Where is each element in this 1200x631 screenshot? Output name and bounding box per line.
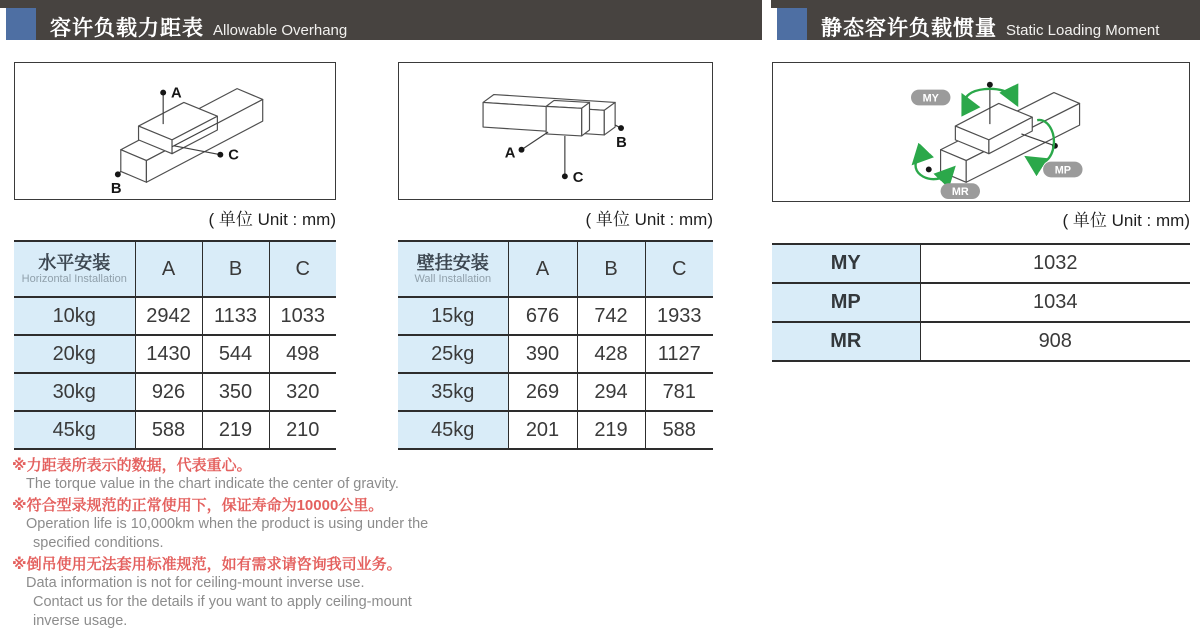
point-b-label: B <box>110 181 122 198</box>
table-header-row <box>14 241 336 297</box>
moment-sketch <box>773 63 1189 201</box>
table-cell: 350 <box>202 373 269 411</box>
mr-dot <box>926 167 932 173</box>
mp-badge-label: MP <box>1054 164 1071 177</box>
table-cell: 1133 <box>202 297 269 335</box>
table-cell: 588 <box>135 411 202 449</box>
wall-install-diagram <box>398 62 713 200</box>
table-cell: 428 <box>577 335 645 373</box>
col-header-a: A <box>135 241 202 297</box>
point-a-label: A <box>171 85 182 102</box>
table-cell: 498 <box>269 335 336 373</box>
table-cell: 1933 <box>645 297 713 335</box>
table-row <box>398 373 713 411</box>
point-c-label: C <box>572 170 584 187</box>
point-c-dot <box>217 152 223 158</box>
overhang-title-en: Allowable Overhang <box>213 22 348 39</box>
point-a-label: A <box>504 145 516 162</box>
row-label: 20kg <box>14 335 135 373</box>
note-line: Data information is not for ceiling-mount inverse use. <box>26 575 365 591</box>
note-line: specified conditions. <box>33 535 164 551</box>
table-cell: 1034 <box>920 283 1190 322</box>
point-b-dot <box>618 125 624 131</box>
table-cell: 544 <box>202 335 269 373</box>
table-row <box>772 244 1190 283</box>
table-row <box>14 411 336 449</box>
table-cell: 210 <box>269 411 336 449</box>
table-title-en: Wall Installation <box>414 272 492 285</box>
table-cell: 1127 <box>645 335 713 373</box>
unit-label: ( 单位 Unit : mm) <box>585 210 713 229</box>
note-line: Contact us for the details if you want to apply ceiling-mount <box>33 594 412 610</box>
point-a-dot <box>160 90 166 96</box>
point-c-label: C <box>228 147 239 164</box>
moment-title-en: Static Loading Moment <box>1006 22 1160 39</box>
table-row <box>14 335 336 373</box>
table-title-zh: 壁挂安装 <box>416 252 489 273</box>
table-row <box>398 411 713 449</box>
table-cell: 269 <box>508 373 577 411</box>
overhang-section-header <box>0 0 762 40</box>
moment-diagram <box>772 62 1190 202</box>
col-header-b: B <box>577 241 645 297</box>
note-line: Operation life is 10,000km when the product is using under the <box>26 516 429 532</box>
row-label: MP <box>772 283 920 322</box>
leader-a <box>522 132 549 150</box>
row-label: 45kg <box>398 411 508 449</box>
table-row <box>772 283 1190 322</box>
table-header-row <box>398 241 713 297</box>
row-label: MR <box>772 322 920 361</box>
table-cell: 1032 <box>920 244 1190 283</box>
note-line: ※力距表所表示的数据，代表重心。 <box>12 457 252 474</box>
wall-install-table <box>398 240 713 450</box>
col-header-c: C <box>645 241 713 297</box>
wall-install-sketch <box>399 63 712 199</box>
note-line: ※符合型录规范的正常使用下，保证寿命为10000公里。 <box>12 497 384 514</box>
row-label: 15kg <box>398 297 508 335</box>
note-line: The torque value in the chart indicate the center of gravity. <box>26 476 399 492</box>
unit-label: ( 单位 Unit : mm) <box>1062 211 1190 230</box>
table-cell: 1033 <box>269 297 336 335</box>
row-label: 10kg <box>14 297 135 335</box>
table-title-en: Horizontal Installation <box>21 272 127 285</box>
header-accent-square <box>777 8 807 40</box>
col-header-a: A <box>508 241 577 297</box>
table-cell: 1430 <box>135 335 202 373</box>
table-cell: 926 <box>135 373 202 411</box>
point-c-dot <box>562 173 568 179</box>
my-dot <box>987 82 993 88</box>
table-cell: 2942 <box>135 297 202 335</box>
note-line: ※倒吊使用无法套用标准规范，如有需求请咨询我司业务。 <box>12 556 402 573</box>
table-cell: 320 <box>269 373 336 411</box>
table-cell: 588 <box>645 411 713 449</box>
my-badge-label: MY <box>922 92 939 105</box>
table-cell: 390 <box>508 335 577 373</box>
table-row <box>14 297 336 335</box>
table-cell: 676 <box>508 297 577 335</box>
row-label: MY <box>772 244 920 283</box>
table-cell: 781 <box>645 373 713 411</box>
table-cell: 201 <box>508 411 577 449</box>
horizontal-install-sketch <box>15 63 335 199</box>
moment-table <box>772 243 1190 362</box>
mr-badge-label: MR <box>951 186 969 199</box>
unit-label: ( 单位 Unit : mm) <box>208 210 336 229</box>
point-b-label: B <box>616 134 627 151</box>
table-row <box>398 297 713 335</box>
table-row <box>772 322 1190 361</box>
point-b-dot <box>115 171 121 177</box>
col-header-c: C <box>269 241 336 297</box>
row-label: 30kg <box>14 373 135 411</box>
point-a-dot <box>519 147 525 153</box>
note-line: inverse usage. <box>33 613 128 629</box>
horizontal-install-table <box>14 240 336 450</box>
col-header-b: B <box>202 241 269 297</box>
table-cell: 219 <box>577 411 645 449</box>
table-title-zh: 水平安装 <box>38 252 111 273</box>
moment-section-header <box>771 0 1200 40</box>
header-accent-square <box>6 8 36 40</box>
row-label: 25kg <box>398 335 508 373</box>
table-cell: 742 <box>577 297 645 335</box>
table-cell: 294 <box>577 373 645 411</box>
overhang-title-zh: 容许负载力距表 <box>50 17 204 40</box>
table-row <box>398 335 713 373</box>
table-cell: 219 <box>202 411 269 449</box>
table-corner-cell <box>14 241 135 297</box>
footnotes <box>12 454 512 631</box>
table-cell: 908 <box>920 322 1190 361</box>
horizontal-install-diagram <box>14 62 336 200</box>
row-label: 35kg <box>398 373 508 411</box>
table-row <box>14 373 336 411</box>
moment-title-zh: 静态容许负载惯量 <box>821 17 997 40</box>
row-label: 45kg <box>14 411 135 449</box>
table-corner-cell <box>398 241 508 297</box>
